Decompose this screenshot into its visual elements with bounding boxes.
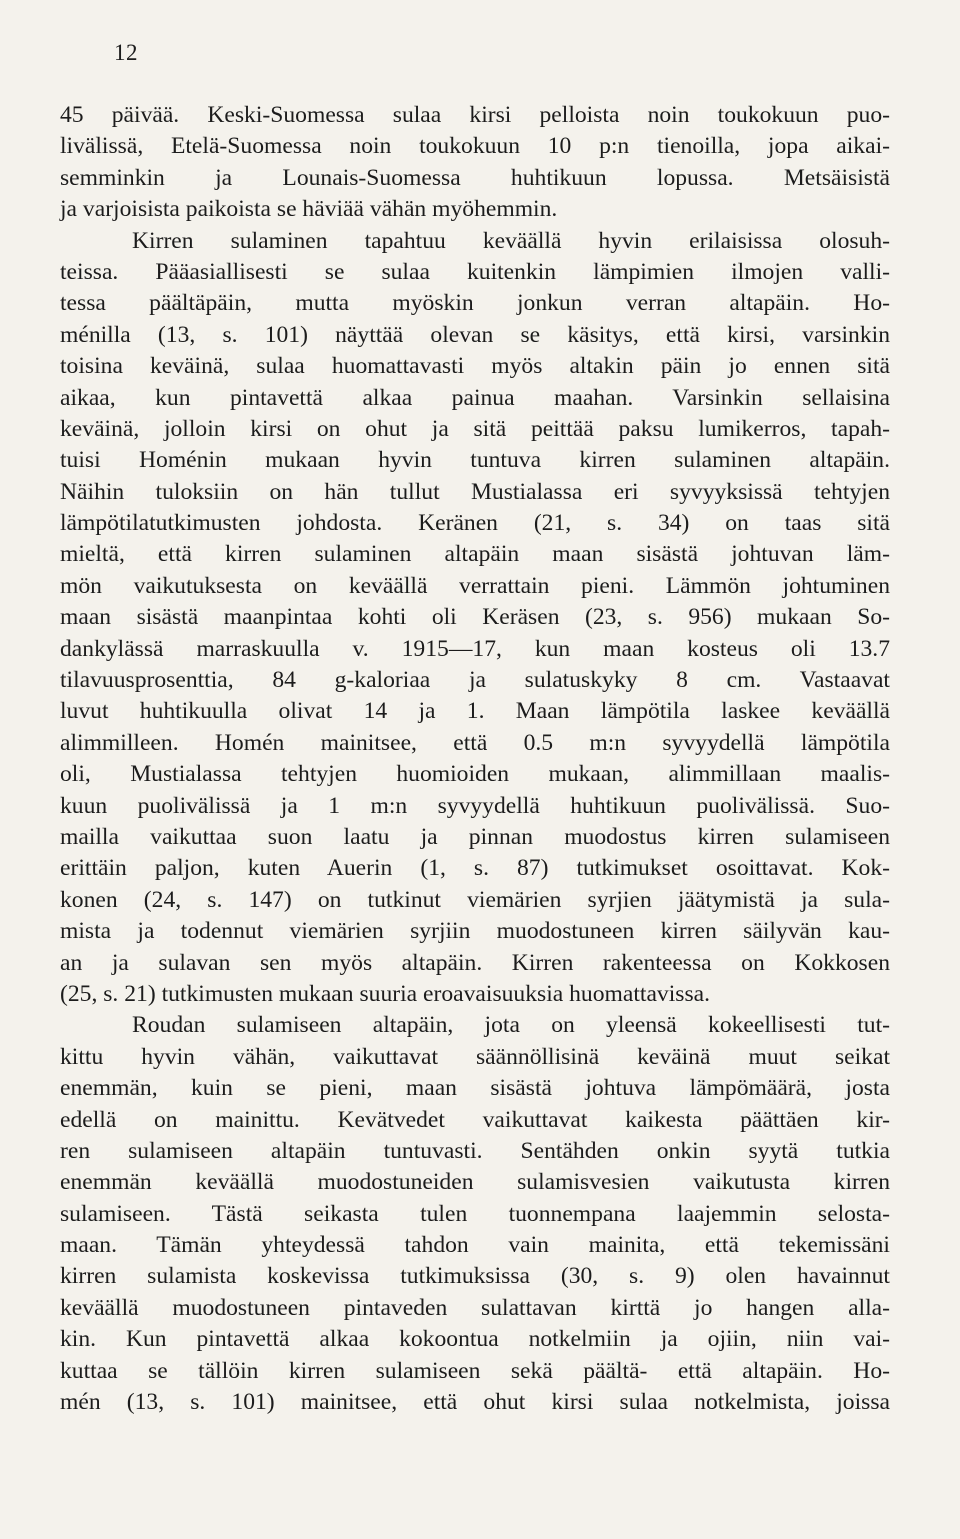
text-line: semminkin ja Lounais-Suomessa huhtikuun lopussa. Metsäisistä (60, 164, 890, 191)
text-line: Roudan sulamiseen altapäin, jota on yleensä kokeellisesti tut- (132, 1012, 890, 1039)
text-line: maan sisästä maanpintaa kohti oli Keräsen (23, s. 956) mukaan So- (60, 604, 890, 631)
text-line: konen (24, s. 147) on tutkinut viemärien syrjien jäätymistä ja sula- (60, 886, 890, 913)
text-line: kittu hyvin vähän, vaikuttavat säännöllisinä keväinä muut seikat (60, 1043, 890, 1070)
text-line: enemmän, kuin se pieni, maan sisästä johtuva lämpömäärä, josta (60, 1075, 890, 1102)
text-line: (25, s. 21) tutkimusten mukaan suuria eroavaisuuksia huomattavissa. (60, 980, 711, 1007)
text-line: mista ja todennut viemärien syrjiin muodostuneen kirren säilyvän kau- (60, 918, 890, 945)
text-line: Näihin tuloksiin on hän tullut Mustialassa eri syvyyksissä tehtyjen (60, 478, 890, 505)
text-line: kuttaa se tällöin kirren sulamiseen sekä päältä- että altapäin. Ho- (60, 1357, 890, 1384)
text-line: mén (13, s. 101) mainitsee, että ohut kirsi sulaa notkelmista, joissa (60, 1389, 890, 1416)
text-line: lämpötilatutkimusten johdosta. Keränen (21, s. 34) on taas sitä (60, 510, 890, 537)
text-line: edellä on mainittu. Kevätvedet vaikuttavat kaikesta päättäen kir- (60, 1106, 890, 1133)
text-line: livälissä, Etelä-Suomessa noin toukokuun 10 p:n tienoilla, jopa aikai- (60, 133, 890, 160)
text-line: tuisi Homénin mukaan hyvin tuntuva kirren sulaminen altapäin. (60, 447, 890, 474)
text-line: kirren sulamista koskevissa tutkimuksissa (30, s. 9) olen havainnut (60, 1263, 890, 1290)
text-line: ja varjoisista paikoista se häviää vähän myöhemmin. (60, 196, 558, 223)
text-line: keväällä muodostuneen pintaveden sulattavan kirttä jo hangen alla- (60, 1294, 890, 1321)
text-line: an ja sulavan sen myös altapäin. Kirren rakenteessa on Kokkosen (60, 949, 890, 976)
text-line: ren sulamiseen altapäin tuntuvasti. Sentähden onkin syytä tutkia (60, 1137, 890, 1164)
text-line: teissa. Pääasiallisesti se sulaa kuitenkin lämpimien ilmojen valli- (60, 258, 890, 285)
text-line: maan. Tämän yhteydessä tahdon vain mainita, että tekemissäni (60, 1232, 890, 1259)
text-line: oli, Mustialassa tehtyjen huomioiden mukaan, alimmillaan maalis- (60, 761, 890, 788)
text-line: luvut huhtikuulla olivat 14 ja 1. Maan lämpötila laskee keväällä (60, 698, 890, 725)
text-line: kin. Kun pintavettä alkaa kokoontua notkelmiin ja ojiin, niin vai- (60, 1326, 890, 1353)
page-number: 12 (114, 40, 138, 65)
text-line: alimmilleen. Homén mainitsee, että 0.5 m:n syvyydellä lämpötila (60, 729, 890, 756)
text-line: ménilla (13, s. 101) näyttää olevan se käsitys, että kirsi, varsinkin (60, 321, 890, 348)
text-line: kuun puolivälissä ja 1 m:n syvyydellä huhtikuun puolivälissä. Suo- (60, 792, 890, 819)
text-line: sulamiseen. Tästä seikasta tulen tuonnempana laajemmin selosta- (60, 1200, 890, 1227)
text-line: tessa päältäpäin, mutta myöskin jonkun verran altapäin. Ho- (60, 290, 890, 317)
text-line: 45 päivää. Keski-Suomessa sulaa kirsi pelloista noin toukokuun puo- (60, 102, 890, 128)
text-line: mön vaikutuksesta on keväällä verrattain pieni. Lämmön johtuminen (60, 572, 890, 599)
body-text (60, 100, 890, 1418)
text-line: aikaa, kun pintavettä alkaa painua maahan. Varsinkin sellaisina (60, 384, 890, 411)
text-line: Kirren sulaminen tapahtuu keväällä hyvin erilaisissa olosuh- (132, 227, 890, 254)
text-line: toisina keväinä, sulaa huomattavasti myös altakin päin jo ennen sitä (60, 353, 890, 380)
text-line: enemmän keväällä muodostuneiden sulamisvesien vaikutusta kirren (60, 1169, 890, 1196)
text-line: mailla vaikuttaa suon laatu ja pinnan muodostus kirren sulamiseen (60, 823, 890, 850)
text-line: dankylässä marraskuulla v. 1915—17, kun maan kosteus oli 13.7 (60, 635, 890, 662)
text-line: erittäin paljon, kuten Auerin (1, s. 87) tutkimukset osoittavat. Kok- (60, 855, 890, 882)
text-line: tilavuusprosenttia, 84 g-kaloriaa ja sulatuskyky 8 cm. Vastaavat (60, 667, 890, 694)
text-line: keväinä, jolloin kirsi on ohut ja sitä peittää paksu lumikerros, tapah- (60, 415, 890, 442)
text-line: mieltä, että kirren sulaminen altapäin maan sisästä johtuvan läm- (60, 541, 890, 568)
